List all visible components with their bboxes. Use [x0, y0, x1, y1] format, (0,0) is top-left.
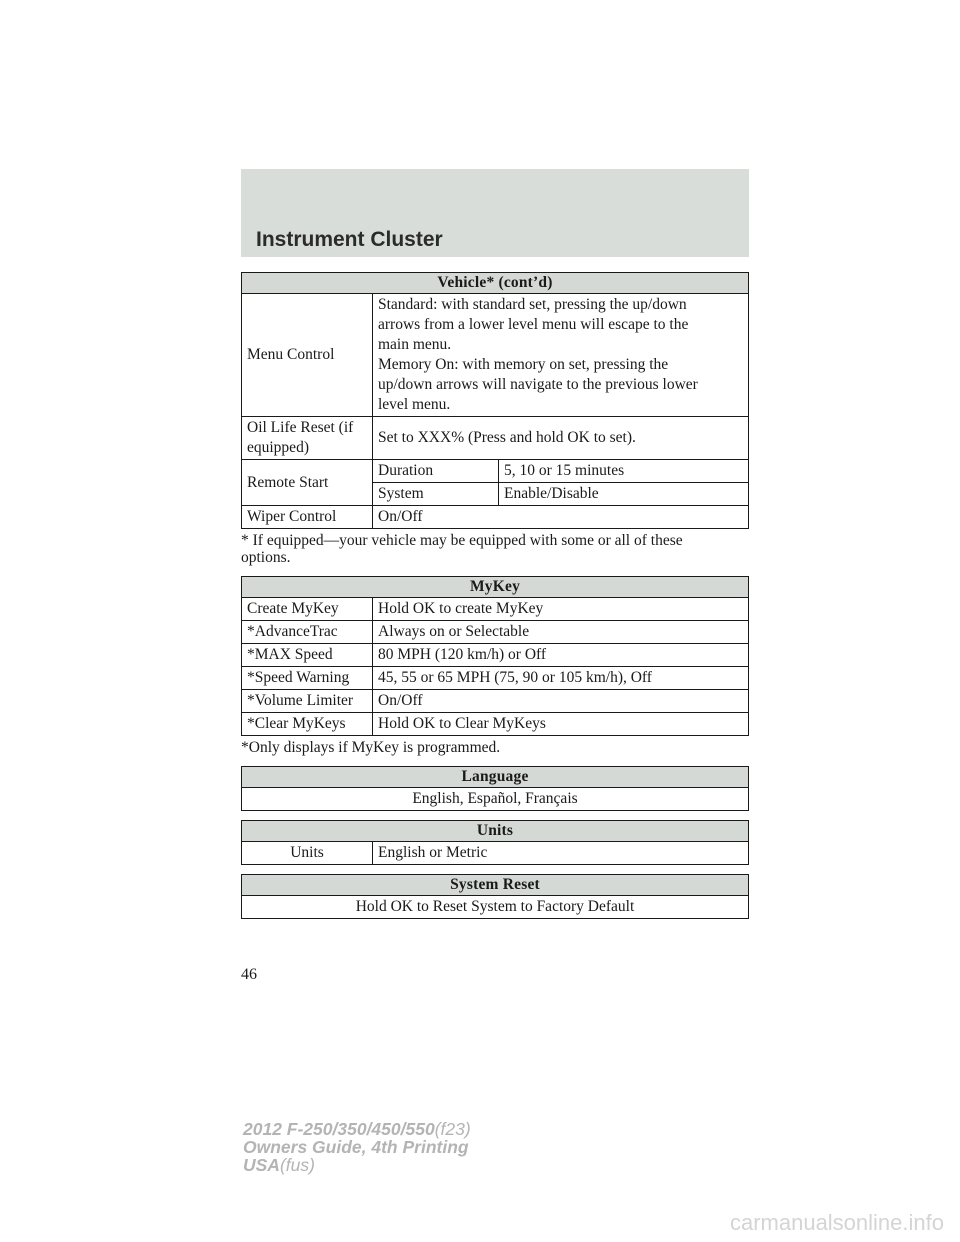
- row-value: [373, 294, 749, 417]
- units-table-title: Units: [242, 821, 749, 842]
- sub-value: 5, 10 or 15 minutes: [499, 460, 749, 483]
- text-line: equipped): [247, 439, 309, 456]
- table-row: [242, 896, 749, 919]
- row-label: Units: [242, 842, 373, 865]
- system-reset-table-title: System Reset: [242, 875, 749, 896]
- text-line: * If equipped—your vehicle may be equipped with some or all of these: [241, 532, 683, 549]
- row-label: Menu Control: [242, 294, 373, 417]
- mykey-table-title: MyKey: [242, 577, 749, 598]
- text-line: arrows from a lower level menu will escape to the: [378, 316, 689, 333]
- text-line: Standard: with standard set, pressing the up/down: [378, 296, 687, 313]
- row-label: Remote Start: [242, 460, 373, 506]
- row-value: On/Off: [373, 506, 749, 529]
- section-title: Instrument Cluster: [256, 228, 443, 251]
- sub-label: Duration: [373, 460, 499, 483]
- table-row: [242, 506, 749, 529]
- row-label: *Volume Limiter: [242, 690, 373, 713]
- language-table: [241, 766, 749, 811]
- table-row: [242, 690, 749, 713]
- document-footer: [243, 1120, 471, 1174]
- footer-line-1: 2012 F-250/350/450/550(f23): [243, 1119, 471, 1139]
- vehicle-table-title: Vehicle* (cont’d): [242, 273, 749, 294]
- row-value: Hold OK to create MyKey: [373, 598, 749, 621]
- row-value: Hold OK to Clear MyKeys: [373, 713, 749, 736]
- section-header-band: [241, 169, 749, 257]
- watermark: carmanualsonline.info: [729, 1210, 944, 1235]
- text-line: main menu.: [378, 336, 452, 353]
- table-row: [242, 788, 749, 811]
- mykey-table: [241, 576, 749, 736]
- footer-line-3: USA(fus): [243, 1155, 315, 1175]
- mykey-footnote: *Only displays if MyKey is programmed.: [241, 739, 501, 756]
- sub-value: Enable/Disable: [499, 483, 749, 506]
- row-label: Create MyKey: [242, 598, 373, 621]
- table-row: [242, 294, 749, 417]
- sub-label: System: [373, 483, 499, 506]
- footer-line-2: Owners Guide, 4th Printing: [243, 1137, 469, 1157]
- table-row: [242, 644, 749, 667]
- text-line: options.: [241, 549, 291, 566]
- row-label: [242, 417, 373, 460]
- row-value: 80 MPH (120 km/h) or Off: [373, 644, 749, 667]
- text-line: Memory On: with memory on set, pressing the: [378, 356, 669, 373]
- table-row: [242, 621, 749, 644]
- table-row: [242, 713, 749, 736]
- text-line: up/down arrows will navigate to the previous lower: [378, 376, 698, 393]
- row-value: On/Off: [373, 690, 749, 713]
- language-table-title: Language: [242, 767, 749, 788]
- row-value: Set to XXX% (Press and hold OK to set).: [373, 417, 749, 460]
- system-reset-table: [241, 874, 749, 919]
- text-line: Oil Life Reset (if: [247, 419, 354, 436]
- row-value: Hold OK to Reset System to Factory Default: [242, 896, 749, 919]
- table-row: [242, 667, 749, 690]
- vehicle-footnote: [241, 532, 749, 566]
- row-value: English or Metric: [373, 842, 749, 865]
- row-label: *AdvanceTrac: [242, 621, 373, 644]
- row-label: *Clear MyKeys: [242, 713, 373, 736]
- units-table: [241, 820, 749, 865]
- table-row: [242, 842, 749, 865]
- page-content: [241, 272, 749, 919]
- table-row: [242, 417, 749, 460]
- text-line: level menu.: [378, 396, 451, 413]
- row-value: English, Español, Français: [242, 788, 749, 811]
- row-label: *Speed Warning: [242, 667, 373, 690]
- row-label: Wiper Control: [242, 506, 373, 529]
- table-row: [242, 460, 749, 483]
- row-value: Always on or Selectable: [373, 621, 749, 644]
- row-value: 45, 55 or 65 MPH (75, 90 or 105 km/h), Off: [373, 667, 749, 690]
- table-row: [242, 598, 749, 621]
- vehicle-table: [241, 272, 749, 529]
- page-number: 46: [241, 966, 257, 983]
- row-label: *MAX Speed: [242, 644, 373, 667]
